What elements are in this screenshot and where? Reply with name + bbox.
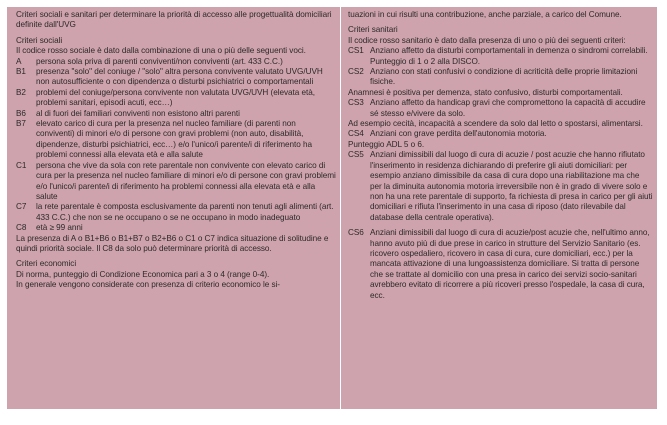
example-note: Ad esempio cecità, incapacità a scendere da solo dal letto o spostarsi, alimentarsi. xyxy=(348,119,643,129)
social-criteria-heading: Criteri sociali xyxy=(16,35,63,45)
item-text: elevato carico di cura per la presenza nel nucleo familiare (di parenti non conviventi) di minori e/o di persone con gravi problemi (non auto, disabilità, dipendenze, disturbi psichiatrici, ecc…) e/o l'unico/i parente/i di riferimento ha problemi connessi alla elevata età e alla salute xyxy=(36,119,312,160)
economic-criteria-continuation: tuazioni in cui risulti una contribuzione, anche parziale, a carico del Comune. xyxy=(348,10,622,19)
item-text: persona che vive da sola con rete parentale non convivente con elevato carico di cura per la presenza nel nucleo familiare di minori e/o di persone con gravi problemi e/o l'unico/i parente/i di riferimento ha problemi connessi alla elevata età e alla salute xyxy=(36,160,336,201)
social-criteria-note: La presenza di A o B1+B6 o B1+B7 o B2+B6 o C1 o C7 indica situazione di solitudine e quindi priorità sociale. Il C8 da solo può determinare priorità di accesso. xyxy=(16,233,329,253)
social-item-b6 xyxy=(16,109,336,119)
item-code: B7 xyxy=(16,119,26,129)
item-text: Anziani dimissibili dal luogo di cura di acuzie/post acuzie che, nell'ultimo anno, hanno avuto più di due prese in carico in strutture del Servizio Sanitario (es. ricovero ospedaliero, ricovero in casa di cura, cure domiciliari, ecc.) per la mancata attivazione di una lungoassistenza domiciliare. Si tratta di persone che se trattate al domicilio con una presa in carico dei servizi socio-sanitari avrebbero evitato di ricorrere a più ricoveri presso l'ospedale, la casa di cura, ecc. xyxy=(370,228,650,300)
item-code: C1 xyxy=(16,160,27,170)
item-text: Anziani dimissibili dal luogo di cura di acuzie / post acuzie che hanno rifiutato l'inserimento in residenza dichiarando di preferire gli aiuti domiciliari: per esempio anziano dimissibile da casa di cura dopo una riabilitazione ma che per la diminuita autonomia motoria irreversibile non è in grado di vivere solo e non ha una rete parentale di supporto, fa richiesta di presa in carico per gli aiuti domiciliari e rifiuta l'inserimento in una casa di riposo (dato rilevabile dal database della centrale operativa). xyxy=(370,150,653,222)
health-criteria-intro: Il codice rosso sanitario è dato dalla presenza di uno o più dei seguenti criteri: xyxy=(348,35,626,45)
column-divider xyxy=(340,7,341,409)
item-text: presenza "solo" del coniuge / "solo" altra persona convivente valutato UVG/UVH non autosufficiente o con dipendenza o disturbi psichiatrici o comportamentali xyxy=(36,67,323,87)
item-text: al di fuori dei familiari conviventi non esistono altri parenti xyxy=(36,108,240,118)
social-item-c1 xyxy=(16,161,336,203)
health-item-cs2 xyxy=(348,67,653,88)
item-code: CS1 xyxy=(348,46,364,56)
item-code: CS6 xyxy=(348,228,364,238)
health-item-cs3 xyxy=(348,98,653,119)
item-text: persona sola priva di parenti conviventi/non conviventi (art. 433 C.C.) xyxy=(36,56,283,66)
item-code: A xyxy=(16,56,22,66)
health-criteria-heading: Criteri sanitari xyxy=(348,25,398,35)
item-code: C7 xyxy=(16,202,27,212)
item-text: problemi del coniuge/persona convivente non valutata UVG/UVH (elevata età, problemi sanitari, episodi acuti, ecc…) xyxy=(36,87,315,108)
social-item-b2 xyxy=(16,88,336,109)
item-code: B6 xyxy=(16,108,26,118)
economic-criteria-heading: Criteri economici xyxy=(16,259,77,269)
item-text: Anziano affetto da disturbi comportamentali in demenza o sindromi correlabili. Punteggio di 1 o 2 alla DISCO. xyxy=(370,46,648,66)
health-item-cs1 xyxy=(348,46,653,67)
item-code: B1 xyxy=(16,67,26,77)
social-item-c8 xyxy=(16,223,336,233)
anamnesi-note: Anamnesi è positiva per demenza, stato confusivo, disturbi comportamentali. xyxy=(348,87,623,97)
social-item-b1 xyxy=(16,67,336,88)
item-text: Anziano con stati confusivi o condizione di acriticità delle proprie limitazioni fisiche. xyxy=(370,67,638,87)
item-text: Anziano affetto da handicap gravi che compromettono la capacità di accudire sé stesso e/vivere da solo. xyxy=(370,98,646,118)
economic-criteria-line-1: Di norma, punteggio di Condizione Economica pari a 3 o 4 (range 0-4). xyxy=(16,269,270,279)
item-code: B2 xyxy=(16,87,26,97)
social-item-c7 xyxy=(16,202,336,223)
health-item-cs6 xyxy=(348,228,653,301)
item-text: età ≥ 99 anni xyxy=(36,223,83,233)
social-item-b7 xyxy=(16,119,336,161)
left-column xyxy=(16,10,336,291)
social-criteria-intro: Il codice rosso sociale è dato dalla combinazione di una o più delle seguenti voci. xyxy=(16,46,306,56)
adl-score-note: Punteggio ADL 5 o 6. xyxy=(348,139,425,149)
item-code: CS4 xyxy=(348,129,364,139)
item-code: C8 xyxy=(16,223,27,233)
item-text: Anziani con grave perdita dell'autonomia motoria. xyxy=(370,129,547,139)
item-code: CS5 xyxy=(348,150,364,160)
document-title: Criteri sociali e sanitari per determinare la priorità di accesso alle progettualità domiciliari definite dall'UVG xyxy=(16,10,332,30)
item-code: CS2 xyxy=(348,67,364,77)
economic-criteria-line-2: In generale vengono considerate con presenza di criterio economico le si- xyxy=(16,280,280,290)
document-panel xyxy=(7,7,657,409)
right-column xyxy=(348,10,653,301)
social-item-a xyxy=(16,57,336,67)
health-item-cs4 xyxy=(348,129,653,139)
health-item-cs5 xyxy=(348,150,653,223)
item-code: CS3 xyxy=(348,98,364,108)
item-text: la rete parentale è composta esclusivamente da parenti non tenuti agli alimenti (art. 433 C.C.) che non se ne occupano o se ne occupano in modo inadeguato xyxy=(36,202,334,222)
